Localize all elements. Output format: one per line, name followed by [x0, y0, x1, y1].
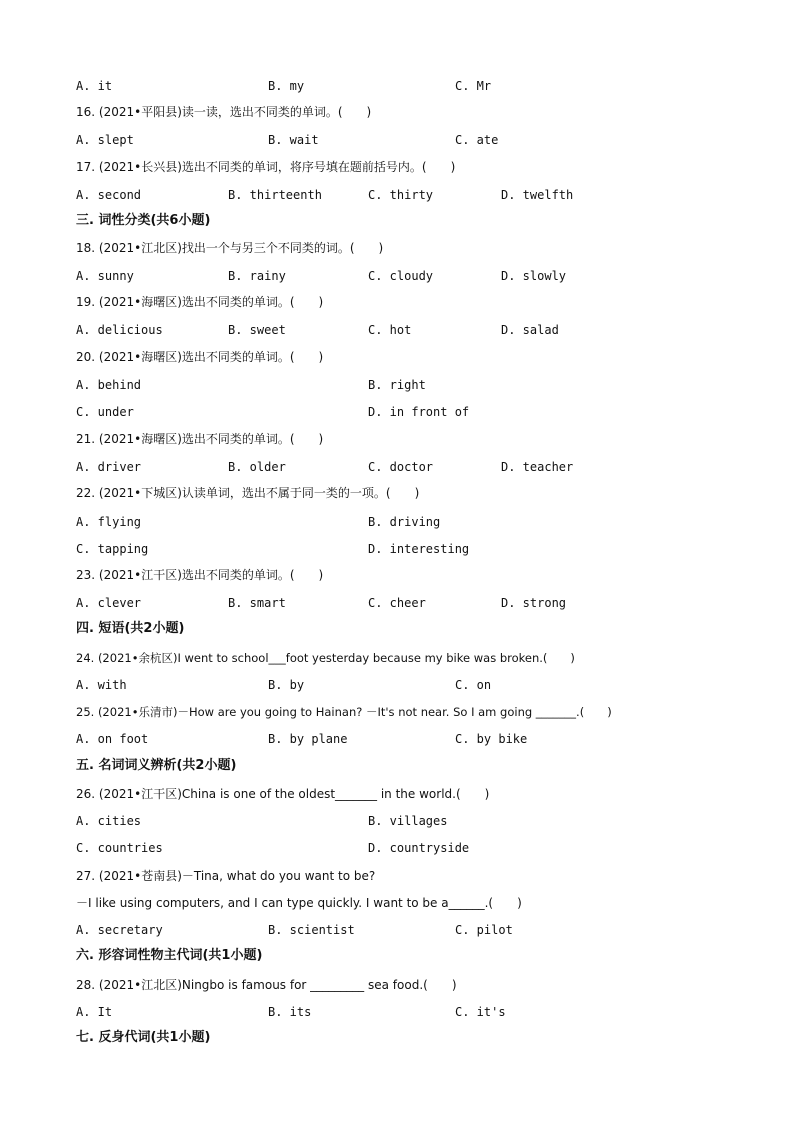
option-a: A. slept: [76, 133, 134, 147]
question-18: 18. (2021•江北区)找出一个与另三个不同类的词。( ): [76, 241, 384, 255]
option-c: C. hot: [368, 323, 412, 337]
option-b: B. driving: [368, 515, 441, 529]
option-b: B. scientist: [268, 923, 355, 937]
option-c: C. cloudy: [368, 269, 434, 283]
question-22: 22. (2021•下城区)认读单词，选出不属于同一类的一项。( ): [76, 486, 420, 500]
option-c: C. on: [455, 678, 492, 692]
question-25: 25. (2021•乐清市)－How are you going to Hainan? －It's not near. So I am going _______.( ): [76, 705, 612, 719]
question-20: 20. (2021•海曙区)选出不同类的单词。( ): [76, 350, 324, 364]
question-26: 26. (2021•江干区)China is one of the oldest_______ in the world.( ): [76, 787, 490, 801]
option-a: A. behind: [76, 378, 142, 392]
option-c: C. doctor: [368, 460, 434, 474]
option-b: B. thirteenth: [228, 188, 322, 202]
option-b: B. older: [228, 460, 286, 474]
option-d: D. teacher: [501, 460, 574, 474]
question-27: 27. (2021•苍南县)－Tina, what do you want to be?: [76, 869, 376, 883]
option-b: B. sweet: [228, 323, 286, 337]
option-c: C. pilot: [455, 923, 513, 937]
option-a: A. cities: [76, 814, 142, 828]
option-b: B. by plane: [268, 732, 348, 746]
option-a: A. It: [76, 1005, 113, 1019]
option-b: B. right: [368, 378, 426, 392]
option-c: C. tapping: [76, 542, 149, 556]
section-heading-5: 五. 名词词义辨析(共2小题): [76, 758, 237, 773]
question-16: 16. (2021•平阳县)读一读，选出不同类的单词。( ): [76, 105, 372, 119]
option-d: D. salad: [501, 323, 559, 337]
option-a: A. on foot: [76, 732, 149, 746]
question-27-line-2: －I like using computers, and I can type quickly. I want to be a______.( ): [76, 896, 522, 910]
option-d: D. slowly: [501, 269, 567, 283]
option-b: B. its: [268, 1005, 312, 1019]
option-b: B. villages: [368, 814, 448, 828]
option-c: C. under: [76, 405, 134, 419]
option-b: B. by: [268, 678, 305, 692]
option-c: C. it's: [455, 1005, 506, 1019]
option-a: A. second: [76, 188, 142, 202]
section-heading-7: 七. 反身代词(共1小题): [76, 1030, 211, 1045]
option-d: D. strong: [501, 596, 567, 610]
option-a: A. sunny: [76, 269, 134, 283]
option-a: A. clever: [76, 596, 142, 610]
question-21: 21. (2021•海曙区)选出不同类的单词。( ): [76, 432, 324, 446]
option-c: C. Mr: [455, 79, 492, 93]
option-b: B. my: [268, 79, 305, 93]
option-d: D. twelfth: [501, 188, 574, 202]
option-a: A. delicious: [76, 323, 163, 337]
option-a: A. secretary: [76, 923, 163, 937]
option-c: C. countries: [76, 841, 163, 855]
question-28: 28. (2021•江北区)Ningbo is famous for _________ sea food.( ): [76, 978, 457, 992]
option-a: A. flying: [76, 515, 142, 529]
question-17: 17. (2021•长兴县)选出不同类的单词，将序号填在题前括号内。( ): [76, 160, 456, 174]
option-b: B. rainy: [228, 269, 286, 283]
option-c: C. thirty: [368, 188, 434, 202]
option-c: C. by bike: [455, 732, 528, 746]
option-c: C. ate: [455, 133, 499, 147]
option-a: A. with: [76, 678, 127, 692]
question-19: 19. (2021•海曙区)选出不同类的单词。( ): [76, 295, 324, 309]
question-24: 24. (2021•余杭区)I went to school___foot yesterday because my bike was broken.( ): [76, 651, 575, 665]
question-23: 23. (2021•江干区)选出不同类的单词。( ): [76, 568, 324, 582]
section-heading-6: 六. 形容词性物主代词(共1小题): [76, 948, 263, 963]
option-a: A. driver: [76, 460, 142, 474]
section-heading-3: 三. 词性分类(共6小题): [76, 213, 211, 228]
option-c: C. cheer: [368, 596, 426, 610]
option-d: D. interesting: [368, 542, 470, 556]
option-b: B. smart: [228, 596, 286, 610]
option-d: D. countryside: [368, 841, 470, 855]
option-b: B. wait: [268, 133, 319, 147]
section-heading-4: 四. 短语(共2小题): [76, 621, 185, 636]
option-d: D. in front of: [368, 405, 470, 419]
option-a: A. it: [76, 79, 113, 93]
